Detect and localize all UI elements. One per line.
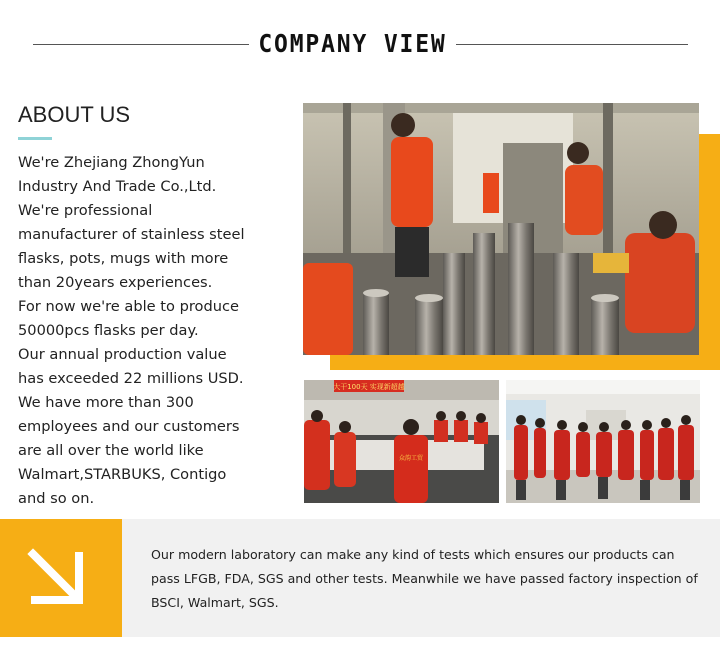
about-line: flasks, pots, mugs with more [18, 250, 229, 267]
about-line: We have more than 300 [18, 394, 194, 411]
about-line: has exceeded 22 millions USD. [18, 370, 244, 387]
vest-logo-text: 众韵工贸 [398, 455, 424, 462]
team-meeting-photo [304, 380, 499, 503]
about-line: are all over the world like [18, 442, 204, 459]
title-divider-right [456, 44, 688, 45]
meeting-banner-text: 大干100天 实现新超越 [333, 383, 405, 391]
arrow-down-right-icon [27, 548, 89, 610]
factory-production-illustration [303, 103, 699, 355]
laboratory-description [151, 543, 698, 615]
staff-group-illustration [506, 380, 700, 503]
about-line: Industry And Trade Co.,Ltd. [18, 178, 217, 195]
about-heading: ABOUT US [18, 102, 131, 127]
about-line: 50000pcs flasks per day. [18, 322, 199, 339]
about-line: than 20years experiences. [18, 274, 213, 291]
lab-line: BSCI, Walmart, SGS. [151, 595, 279, 610]
about-line: We're professional [18, 202, 153, 219]
about-line: employees and our customers [18, 418, 240, 435]
about-line: We're Zhejiang ZhongYun [18, 154, 205, 171]
page-title: COMPANY VIEW [258, 29, 447, 58]
lab-line: pass LFGB, FDA, SGS and other tests. Meanwhile we have passed factory inspection of [151, 571, 698, 586]
lab-line: Our modern laboratory can make any kind of tests which ensures our products can [151, 547, 675, 562]
about-line: For now we're able to produce [18, 298, 239, 315]
about-line: Walmart,STARBUKS, Contigo [18, 466, 227, 483]
about-line: and so on. [18, 490, 95, 507]
about-line: Our annual production value [18, 346, 227, 363]
title-divider-left [33, 44, 249, 45]
team-meeting-illustration [304, 380, 499, 503]
about-description [18, 151, 254, 511]
about-accent-bar [18, 137, 52, 140]
about-line: manufacturer of stainless steel [18, 226, 245, 243]
factory-production-photo [303, 103, 699, 355]
staff-group-photo [506, 380, 700, 503]
